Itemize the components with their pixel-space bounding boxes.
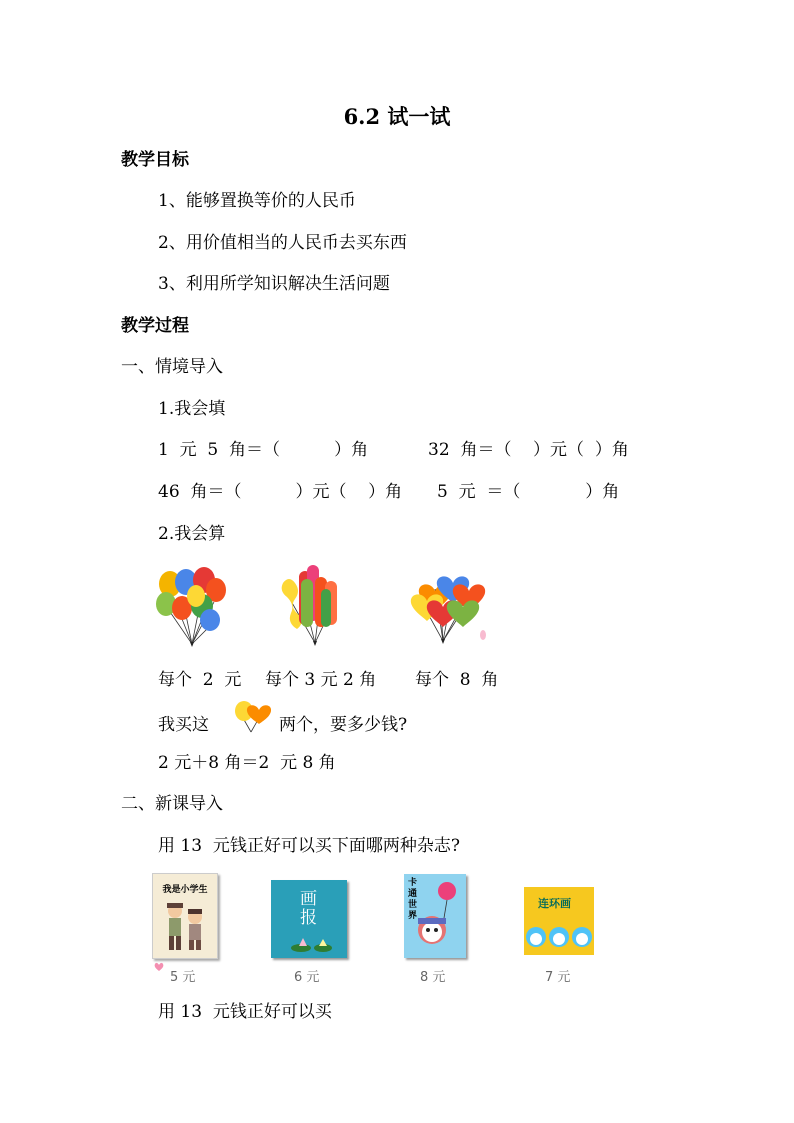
- magazine-price: 8 元: [420, 970, 446, 985]
- calc-label: 2.我会算: [158, 524, 226, 544]
- process-heading: 教学过程: [121, 316, 189, 336]
- magazine-price: 6 元: [294, 970, 320, 985]
- price-label-3: 每个 8 角: [415, 670, 499, 690]
- fill-question-3: 46 角＝（ ）元（ ）角: [158, 482, 403, 502]
- answer-prompt: 用 13 元钱正好可以买: [158, 1002, 332, 1022]
- magazine-cover-4: [524, 887, 594, 955]
- heart-balloons-image: [407, 567, 497, 647]
- fill-question-4: 5 元 ＝（ ）角: [437, 482, 620, 502]
- fill-question-1: 1 元 5 角＝（ ）角: [158, 440, 369, 460]
- section2-heading: 二、新课导入: [121, 794, 223, 814]
- cartoon-illustration: [404, 874, 466, 958]
- magazine-title: 连环画: [538, 897, 571, 910]
- goals-heading: 教学目标: [121, 150, 189, 170]
- long-balloons-image: [277, 561, 349, 647]
- magazine-question: 用 13 元钱正好可以买下面哪两种杂志?: [158, 836, 460, 856]
- magazine-price: 7 元: [545, 970, 571, 985]
- magazine-title: 画报: [300, 889, 317, 928]
- goal-item: 2、用价值相当的人民币去买东西: [158, 233, 407, 253]
- section1-heading: 一、情境导入: [121, 357, 223, 377]
- fill-label: 1.我会填: [158, 399, 226, 419]
- magazine-title: 卡通世界: [408, 878, 418, 921]
- question-before: 我买这: [158, 715, 209, 735]
- round-balloons-image: [152, 566, 232, 648]
- price-label-1: 每个 2 元: [158, 670, 242, 690]
- magazine-cover-3: [404, 874, 466, 958]
- two-balloons-icon: [231, 700, 271, 734]
- page-title: 6.2 试一试: [343, 104, 451, 129]
- goal-item: 1、能够置换等价的人民币: [158, 191, 356, 211]
- price-label-2: 每个 3 元 2 角: [265, 670, 377, 690]
- doraemon-illustration: [524, 919, 594, 953]
- magazine-title: 我是小学生: [162, 885, 208, 895]
- fill-question-2: 32 角＝（ ）元（ ）角: [428, 440, 629, 460]
- calc-answer: 2 元＋8 角＝2 元 8 角: [158, 753, 336, 773]
- children-illustration: [153, 895, 217, 959]
- magazine-cover-2: [271, 880, 347, 958]
- goal-item: 3、利用所学知识解决生活问题: [158, 274, 390, 294]
- magazine-price: 5 元: [170, 970, 196, 985]
- lotus-illustration: [271, 932, 347, 954]
- question-after: 两个，要多少钱?: [279, 715, 408, 735]
- magazine-cover-1: [152, 873, 218, 959]
- heart-mark-icon: [154, 962, 164, 972]
